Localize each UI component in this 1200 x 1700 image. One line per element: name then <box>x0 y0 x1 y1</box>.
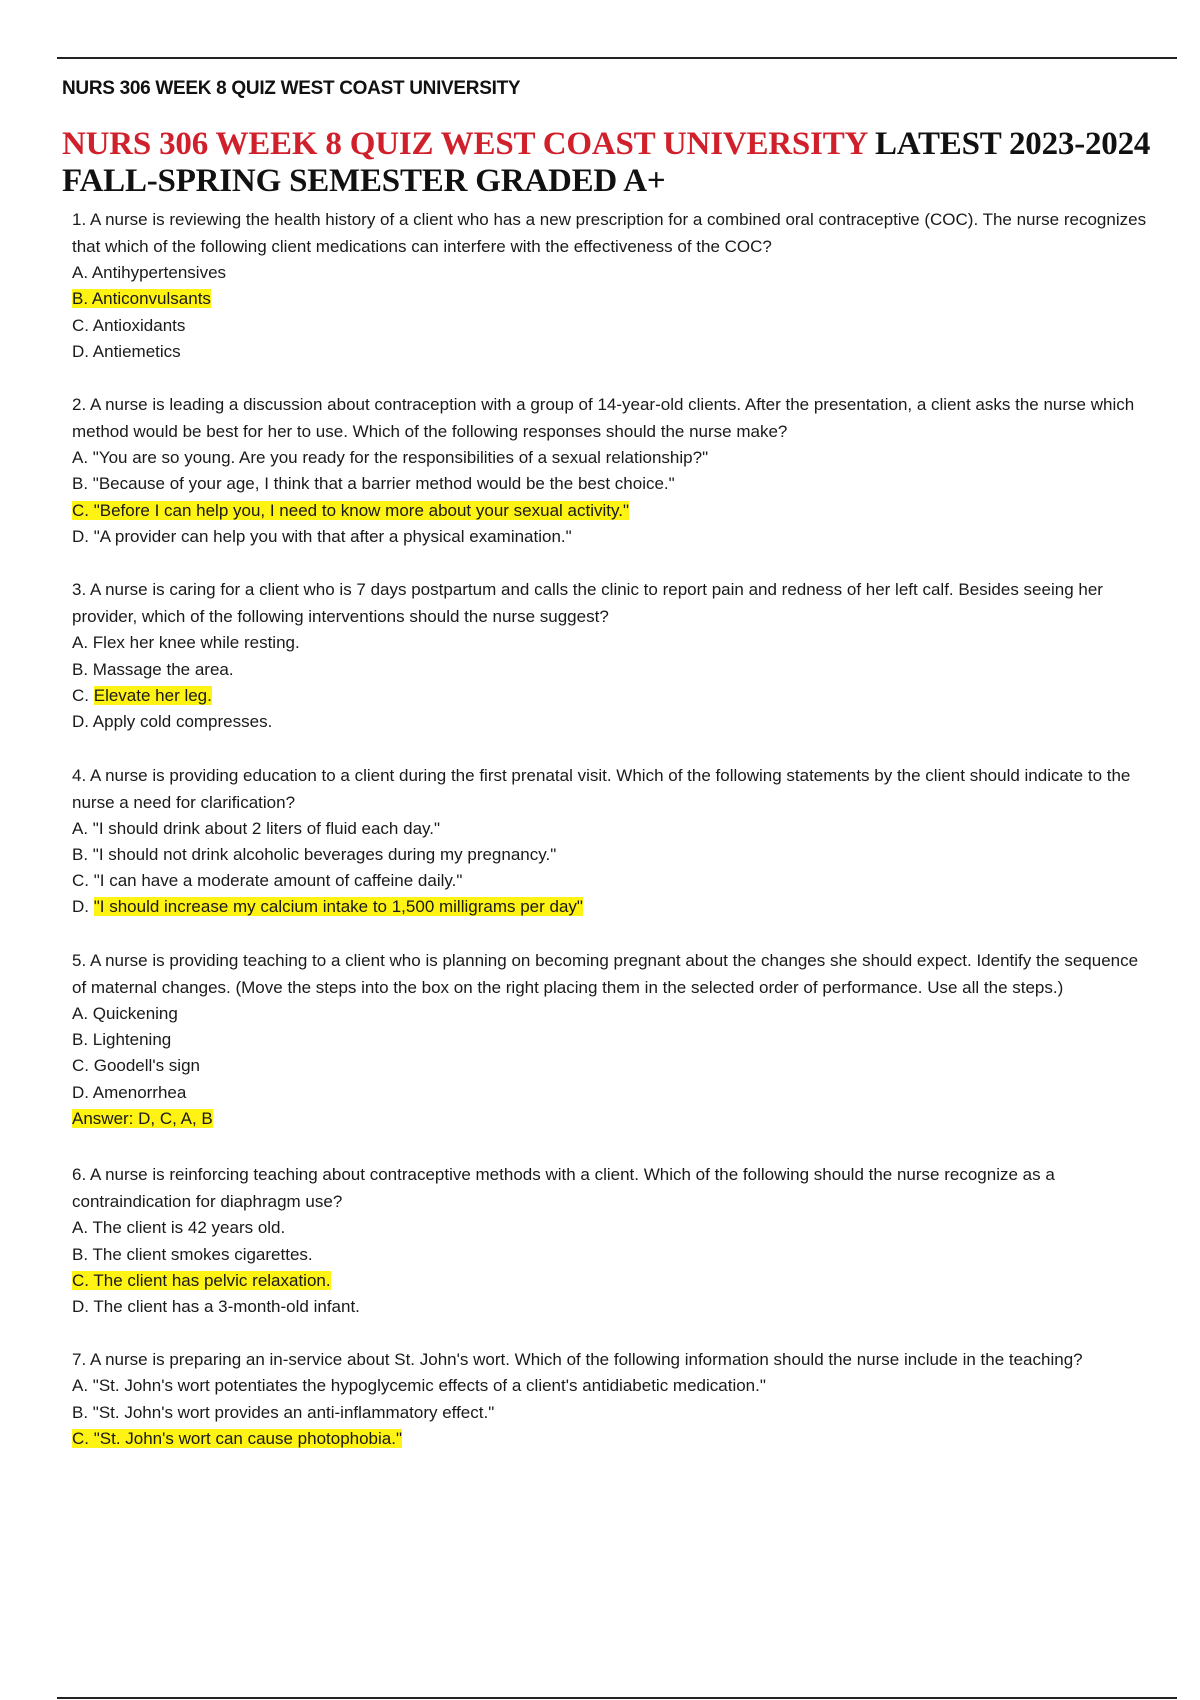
question-stem: 4. A nurse is providing education to a client during the first prenatal visit. Which of the following statements by the client should indicate to the nurse a need for clarification? <box>72 765 1131 812</box>
answer-option-correct: C. "St. John's wort can cause photophobia." <box>72 1429 403 1449</box>
answer-option: D. Apply cold compresses. <box>72 712 273 732</box>
answer-option: A. "I should drink about 2 liters of fluid each day." <box>72 818 441 838</box>
answer-option: A. The client is 42 years old. <box>72 1218 286 1238</box>
bottom-divider <box>57 1697 1177 1699</box>
question-list <box>72 206 1152 1478</box>
answer-option: B. Massage the area. <box>72 659 234 679</box>
answer-option: A. "St. John's wort potentiates the hypoglycemic effects of a client's antidiabetic medication." <box>72 1376 766 1396</box>
answer-option: A. "You are so young. Are you ready for the responsibilities of a sexual relationship?" <box>72 448 709 468</box>
answer-option: D. "A provider can help you with that after a physical examination." <box>72 527 572 547</box>
answer-option: A. Antihypertensives <box>72 263 227 282</box>
answer-option-correct: C. The client has pelvic relaxation. <box>72 1270 331 1290</box>
answer-option: A. Flex her knee while resting. <box>72 633 300 653</box>
answer-option-correct: B. Anticonvulsants <box>72 289 211 309</box>
answer-option: C. Goodell's sign <box>72 1056 200 1076</box>
document-title <box>62 126 1172 200</box>
question-stem: 7. A nurse is preparing an in-service about St. John's wort. Which of the following information should the nurse include in the teaching? <box>72 1350 1083 1370</box>
answer-option: B. "St. John's wort provides an anti-inflammatory effect." <box>72 1402 495 1422</box>
answer-option: A. Quickening <box>72 1003 178 1023</box>
question-2 <box>72 391 1152 550</box>
question-stem: 5. A nurse is providing teaching to a client who is planning on becoming pregnant about the changes she should expect. Identify the sequence of maternal changes. (Move the steps into the box on the right placing them in the selected order of performance. Use all the steps.) <box>72 950 1139 997</box>
answer-option-correct: "I should increase my calcium intake to 1,500 milligrams per day" <box>93 897 583 917</box>
top-divider <box>57 57 1177 59</box>
title-red-part: NURS 306 WEEK 8 QUIZ WEST COAST UNIVERSITY <box>62 126 867 162</box>
question-stem: 3. A nurse is caring for a client who is 7 days postpartum and calls the clinic to report pain and redness of her left calf. Besides seeing her provider, which of the following interventions should the nurse suggest? <box>72 580 1103 627</box>
answer-option: B. The client smokes cigarettes. <box>72 1244 313 1264</box>
answer-option: D. The client has a 3-month-old infant. <box>72 1297 360 1317</box>
answer-option-letter: C. <box>72 685 94 705</box>
answer-option: D. Antiemetics <box>72 341 181 361</box>
page-header: NURS 306 WEEK 8 QUIZ WEST COAST UNIVERSITY <box>62 78 521 99</box>
answer-option: B. "I should not drink alcoholic beverages during my pregnancy." <box>72 844 557 864</box>
question-stem: 2. A nurse is leading a discussion about contraception with a group of 14-year-old clients. After the presentation, a client asks the nurse which method would be best for her to use. Which of the following responses should the nurse make? <box>72 395 1135 442</box>
answer-option: C. Antioxidants <box>72 315 186 335</box>
question-1 <box>72 206 1152 365</box>
answer-option-correct: Elevate her leg. <box>93 685 212 705</box>
question-6 <box>72 1161 1152 1320</box>
question-stem: 1. A nurse is reviewing the health history of a client who has a new prescription for a combined oral contraceptive (COC). The nurse recognizes that which of the following client medications can interfere with the effectiveness of the COC? <box>72 210 1147 256</box>
answer-option: B. "Because of your age, I think that a barrier method would be the best choice." <box>72 474 675 494</box>
answer-option: B. Lightening <box>72 1030 172 1050</box>
answer-option-letter: D. <box>72 897 94 917</box>
question-5 <box>72 947 1152 1132</box>
answer-option: C. "I can have a moderate amount of caffeine daily." <box>72 871 463 891</box>
answer-option-correct: C. "Before I can help you, I need to know more about your sexual activity." <box>72 500 629 520</box>
answer-key: Answer: D, C, A, B <box>72 1108 213 1128</box>
question-stem: 6. A nurse is reinforcing teaching about contraceptive methods with a client. Which of the following should the nurse recognize as a contraindication for diaphragm use? <box>72 1165 1055 1212</box>
title-black-part: LATEST 2023-2024 FALL-SPRING SEMESTER GRADED A+ <box>62 126 1151 199</box>
question-3 <box>72 576 1152 735</box>
question-7 <box>72 1346 1152 1452</box>
question-4 <box>72 762 1152 921</box>
answer-option: D. Amenorrhea <box>72 1082 187 1102</box>
